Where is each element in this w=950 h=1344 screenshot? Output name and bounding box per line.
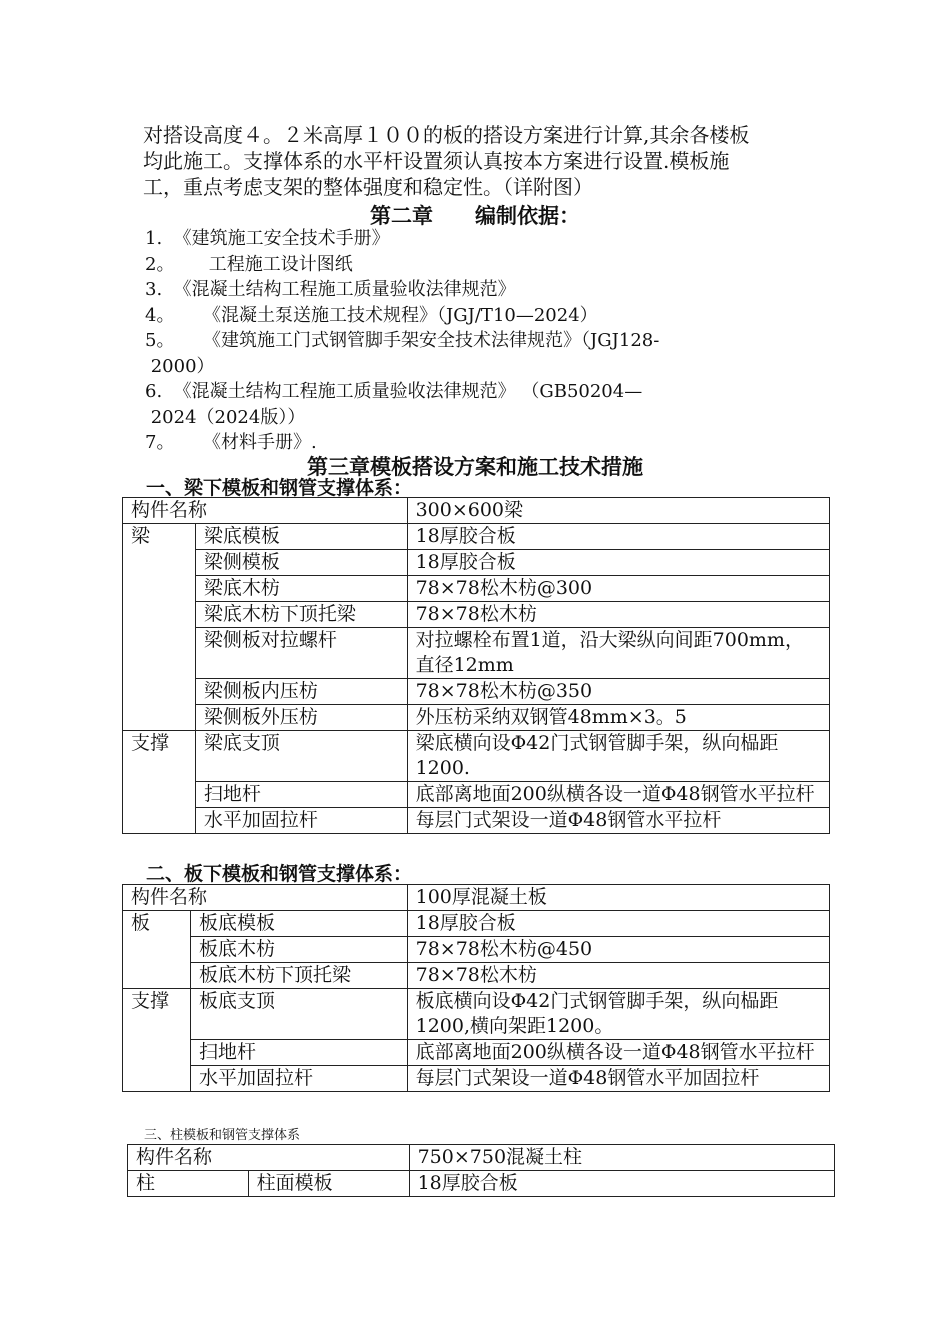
- item-value: 18厚胶合板: [407, 911, 829, 937]
- header-value: 750×750混凝土柱: [409, 1145, 834, 1171]
- table-row: [123, 808, 830, 834]
- reference-item: 5。 《建筑施工门式钢管脚手架安全技术法律规范》（JGJ128-: [145, 330, 660, 351]
- item-name: 梁底模板: [195, 524, 407, 550]
- item-name: 板底支顶: [190, 989, 407, 1040]
- item-value: 78×78松木枋: [407, 963, 829, 989]
- table-row: [123, 963, 830, 989]
- table-header-row: [123, 885, 830, 911]
- category-cell: 支撑: [123, 989, 191, 1092]
- table-row: [123, 705, 830, 731]
- reference-item: 2024（2024版））: [145, 406, 306, 428]
- reference-item: 7。 《材料手册》.: [145, 432, 317, 453]
- item-value: 78×78松木枋@300: [407, 576, 829, 602]
- reference-item: 2000）: [145, 355, 215, 377]
- column-formwork-table: [127, 1144, 835, 1197]
- item-name: 梁底木枋下顶托梁: [195, 602, 407, 628]
- intro-line: 均此施工。支撑体系的水平杆设置须认真按本方案进行设置.模板施: [143, 149, 730, 173]
- item-value: 板底横向设Φ42门式钢管脚手架，纵向榀距1200,横向架距1200。: [407, 989, 829, 1040]
- header-value: 100厚混凝土板: [407, 885, 829, 911]
- table-row: [123, 550, 830, 576]
- section1-heading: 一、梁下模板和钢管支撑体系：: [146, 477, 413, 499]
- item-name: 梁侧板内压枋: [195, 679, 407, 705]
- item-value: 梁底横向设Φ42门式钢管脚手架，纵向榀距1200.: [407, 731, 829, 782]
- section3-heading: 三、柱模板和钢管支撑体系: [144, 1128, 301, 1143]
- reference-item: 1. 《建筑施工安全技术手册》: [145, 228, 390, 249]
- reference-item: 3. 《混凝土结构工程施工质量验收法律规范》: [145, 279, 516, 300]
- item-name: 板底木枋: [190, 937, 407, 963]
- reference-item: 6. 《混凝土结构工程施工质量验收法律规范》 （GB50204—: [145, 381, 643, 402]
- table-row: [123, 1040, 830, 1066]
- item-name: 梁底支顶: [195, 731, 407, 782]
- item-value: 78×78松木枋: [407, 602, 829, 628]
- item-name: 梁侧板外压枋: [195, 705, 407, 731]
- item-value: 外压枋采纳双钢管48mm×3。5: [407, 705, 829, 731]
- header-value: 300×600梁: [407, 498, 829, 524]
- item-name: 水平加固拉杆: [190, 1066, 407, 1092]
- item-value: 78×78松木枋@350: [407, 679, 829, 705]
- table-row: [123, 731, 830, 782]
- header-label: 构件名称: [123, 885, 408, 911]
- chapter2-title: 第二章 编制依据：: [370, 204, 580, 228]
- header-label: 构件名称: [123, 498, 408, 524]
- table-header-row: [128, 1145, 835, 1171]
- table-row: [123, 989, 830, 1040]
- table-row: [123, 602, 830, 628]
- item-name: 板底木枋下顶托梁: [190, 963, 407, 989]
- item-name: 板底模板: [190, 911, 407, 937]
- reference-item: 2。 工程施工设计图纸: [145, 253, 353, 275]
- table-row: [123, 628, 830, 679]
- category-cell: 柱: [128, 1171, 249, 1197]
- table-row: [123, 679, 830, 705]
- intro-line: 对搭设高度４。２米高厚１００的板的搭设方案进行计算,其余各楼板: [143, 123, 750, 147]
- table-row: [123, 524, 830, 550]
- item-value: 18厚胶合板: [407, 524, 829, 550]
- category-cell: 板: [123, 911, 191, 989]
- table-row: [123, 782, 830, 808]
- item-name: 梁侧板对拉螺杆: [195, 628, 407, 679]
- table-row: [123, 937, 830, 963]
- slab-formwork-table: [122, 884, 830, 1092]
- item-value: 18厚胶合板: [407, 550, 829, 576]
- reference-list: [145, 226, 795, 456]
- item-value: 每层门式架设一道Φ48钢管水平拉杆: [407, 808, 829, 834]
- category-cell: 梁: [123, 524, 196, 731]
- reference-item: 4。 《混凝土泵送施工技术规程》（JGJ/T10—2024）: [145, 304, 598, 326]
- intro-line: 工，重点考虑支架的整体强度和稳定性。（详附图）: [143, 175, 593, 199]
- item-value: 底部离地面200纵横各设一道Φ48钢管水平拉杆: [407, 782, 829, 808]
- table-row: [123, 1066, 830, 1092]
- item-value: 底部离地面200纵横各设一道Φ48钢管水平拉杆: [407, 1040, 829, 1066]
- item-name: 梁侧模板: [195, 550, 407, 576]
- chapter3-title: 第三章模板搭设方案和施工技术措施: [307, 455, 643, 479]
- table-header-row: [123, 498, 830, 524]
- beam-formwork-table: [122, 497, 830, 834]
- section2-heading: 二、板下模板和钢管支撑体系：: [146, 863, 413, 885]
- item-value: 对拉螺栓布置1道，沿大梁纵向间距700mm，直径12mm: [407, 628, 829, 679]
- intro-paragraph: [143, 122, 813, 200]
- item-value: 18厚胶合板: [409, 1171, 834, 1197]
- item-name: 扫地杆: [190, 1040, 407, 1066]
- table-row: [128, 1171, 835, 1197]
- item-name: 扫地杆: [195, 782, 407, 808]
- item-value: 每层门式架设一道Φ48钢管水平加固拉杆: [407, 1066, 829, 1092]
- item-name: 柱面模板: [248, 1171, 409, 1197]
- item-name: 梁底木枋: [195, 576, 407, 602]
- table-row: [123, 911, 830, 937]
- header-label: 构件名称: [128, 1145, 410, 1171]
- category-cell: 支撑: [123, 731, 196, 834]
- item-value: 78×78松木枋@450: [407, 937, 829, 963]
- table-row: [123, 576, 830, 602]
- item-name: 水平加固拉杆: [195, 808, 407, 834]
